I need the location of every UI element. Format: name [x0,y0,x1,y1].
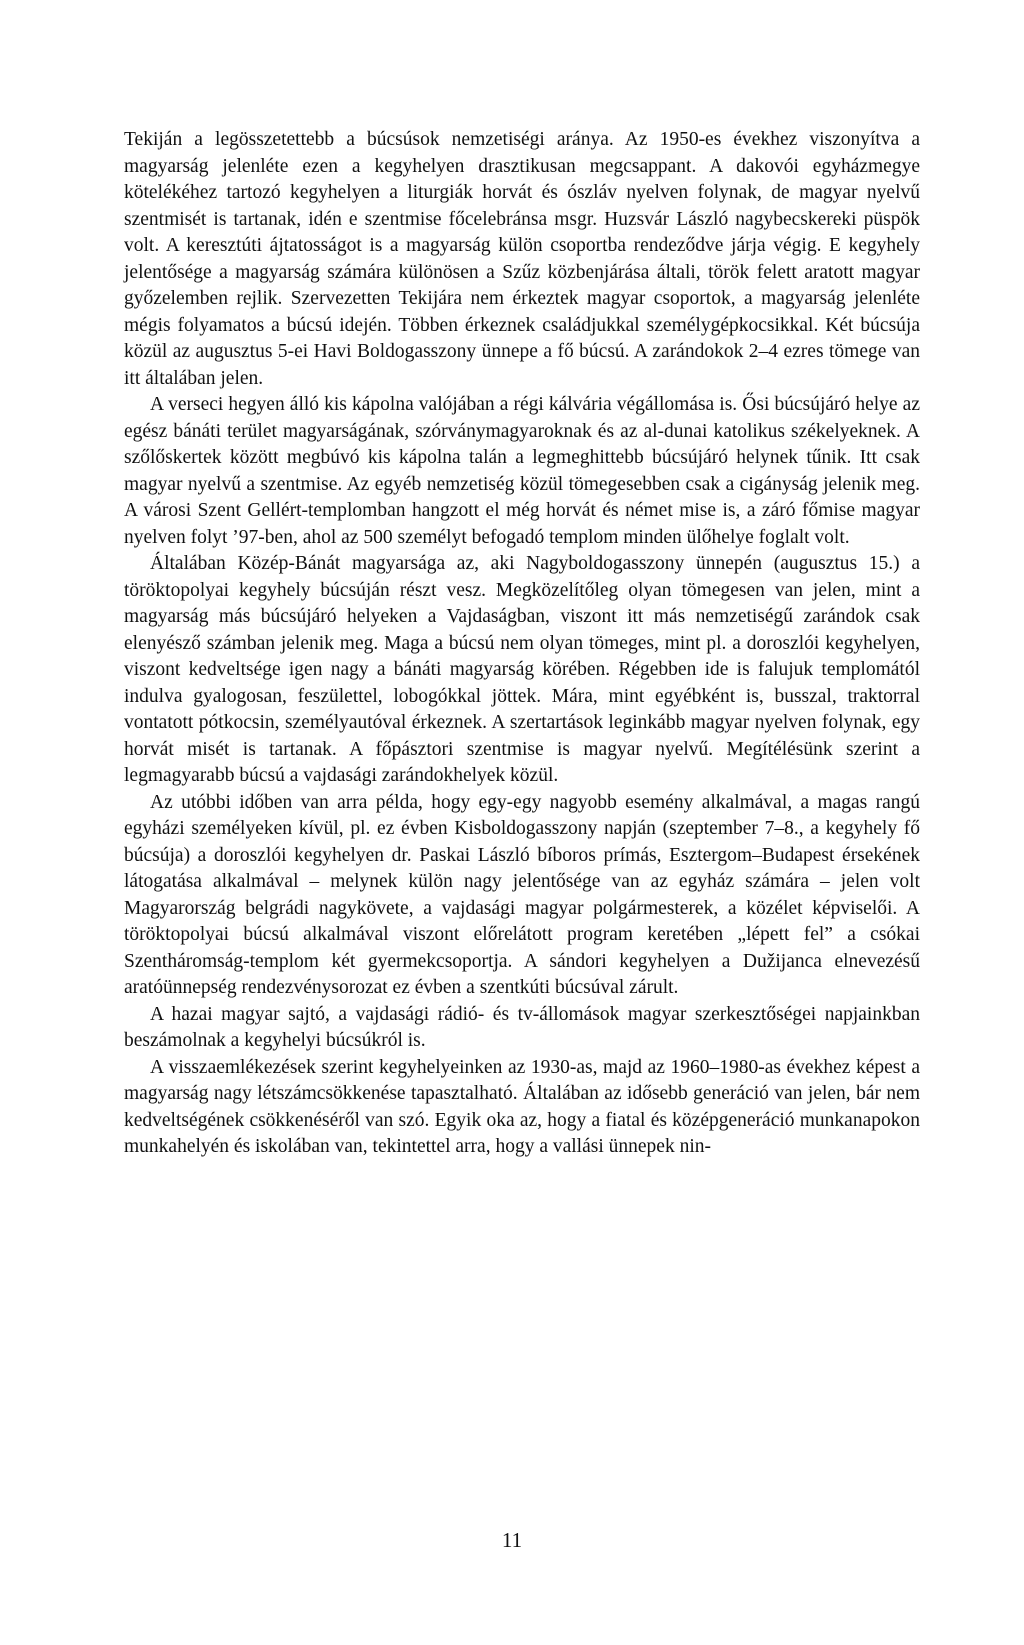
paragraph: Tekiján a legösszetettebb a búcsúsok nemzetiségi aránya. Az 1950-es évekhez viszonyítva a magyarság jelenléte ezen a kegyhelyen drasztikusan megcsappant. A dakovói egyházmegye kötelékéhez tartozó kegyhelyen a liturgiák horvát és ószláv nyelven folynak, de magyar nyelvű szentmisét is tartanak, idén e szentmise főcelebránsa msgr. Huzsvár László nagybecskereki püspök volt. A keresztúti ájtatosságot is a magyarság külön csoportba rendeződve járja végig. E kegyhely jelentősége a magyarság számára különösen a Szűz közbenjárása általi, török felett aratott magyar győzelemben rejlik. Szervezetten Tekijára nem érkeztek magyar csoportok, a magyarság jelenléte mégis folyamatos a búcsú idején. Többen érkeznek családjukkal személygépkocsikkal. Két búcsúja közül az augusztus 5-ei Havi Boldogasszony ünnepe a fő búcsú. A zarándokok 2–4 ezres tömege van itt általában jelen. [124,129,920,389]
paragraph: A hazai magyar sajtó, a vajdasági rádió- és tv-állomások magyar szerkesztőségei napjainkban beszámolnak a kegyhelyi búcsúkról is. [124,1003,920,1051]
page-number: 11 [501,1528,523,1552]
paragraph: A visszaemlékezések szerint kegyhelyeinken az 1930-as, majd az 1960–1980-as évekhez képest a magyarság nagy létszámcsökkenése tapasztalható. Általában az idősebb generáció van jelen, bár nem kedveltségének csökkenéséről van szó. Egyik oka az, hogy a fiatal és középgeneráció munkanapokon munkahelyén és iskolában van, tekintettel arra, hogy a vallási ünnepek nin- [124,1056,920,1157]
paragraph: A verseci hegyen álló kis kápolna valójában a régi kálvária végállomása is. Ősi búcsújáró helye az egész bánáti terület magyarságának, szórványmagyaroknak és az al-dunai katolikus székelyeknek. A szőlőskertek között megbúvó kis kápolna talán a legmeghittebb búcsújáró helynek tűnik. Itt csak magyar nyelvű a szentmise. Az egyéb nemzetiség közül tömegesebben csak a cigányság jelenik meg. A városi Szent Gellért-templomban hangzott el még horvát és német mise is, a záró főmise magyar nyelven folyt ’97-ben, ahol az 500 személyt befogadó templom minden ülőhelye foglalt volt. [124,394,920,548]
paragraph: Általában Közép-Bánát magyarsága az, aki Nagyboldogasszony ünnepén (augusztus 15.) a töröktopolyai kegyhely búcsúján részt vesz. Megközelítőleg olyan tömegesen van jelen, mint a magyarság más búcsújáró helyeken a Vajdaságban, viszont itt más nemzetiségű zarándok csak elenyésző számban jelenik meg. Maga a búcsú nem olyan tömeges, mint pl. a doroszlói kegyhelyen, viszont kedveltsége igen nagy a bánáti magyarság körében. Régebben ide is falujuk templomától indulva gyalogosan, feszülettel, lobogókkal jöttek. Mára, mint egyébként is, busszal, traktorral vontatott pótkocsin, személyautóval érkeznek. A szertartások leginkább magyar nyelven folynak, egy horvát misét is tartanak. A főpásztori szentmise is magyar nyelvű. Megítélésünk szerint a legmagyarabb búcsú a vajdasági zarándokhelyek közül. [124,553,920,786]
body-text [124,127,920,1161]
paragraph: Az utóbbi időben van arra példa, hogy egy-egy nagyobb esemény alkalmával, a magas rangú egyházi személyeken kívül, pl. ez évben Kisboldogasszony napján (szeptember 7–8., a kegyhely fő búcsúja) a doroszlói kegyhelyen dr. Paskai László bíboros prímás, Esztergom–Budapest érsekének látogatása alkalmával – melynek külön nagy jelentősége van az egyház számára – jelen volt Magyarország belgrádi nagykövete, a vajdasági magyar polgármesterek, a közélet képviselői. A töröktopolyai búcsú alkalmával viszont előrelátott program keretében „lépett fel” a csókai Szentháromság-templom két gyermekcsoportja. A sándori kegyhelyen a Dužijanca elnevezésű aratóünnepség rendezvénysorozat ez évben a szentkúti búcsúval zárult. [124,791,920,998]
